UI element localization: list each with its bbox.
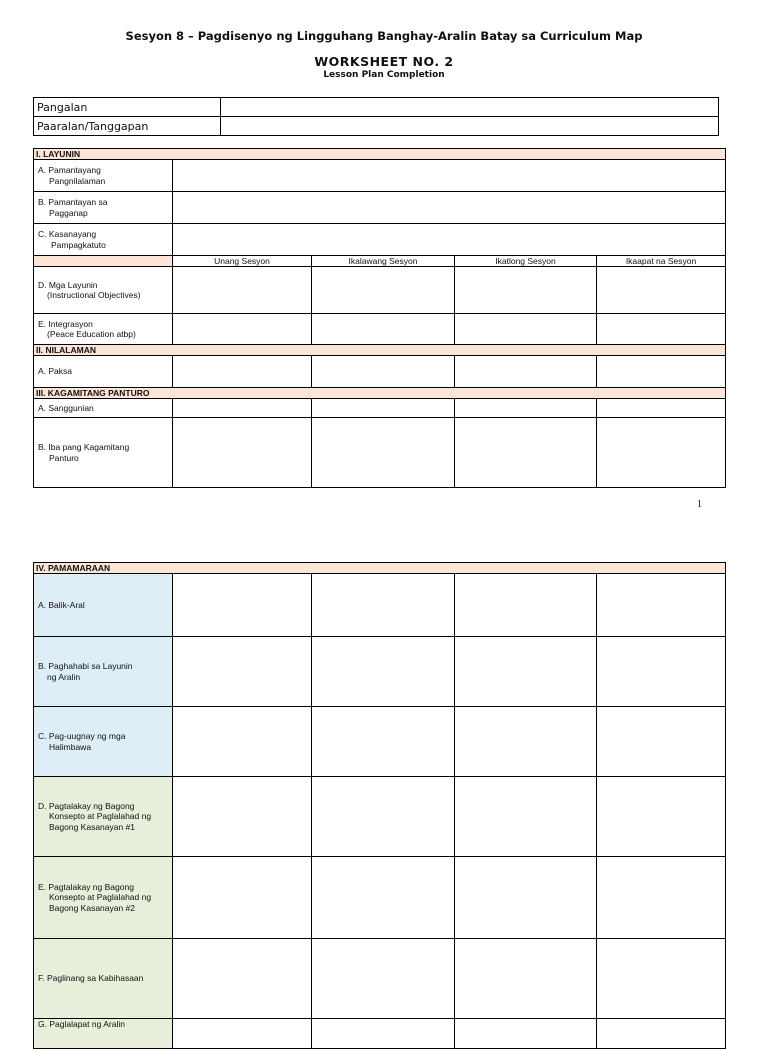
input-cell[interactable] — [455, 314, 597, 345]
header-session-3: Ikatlong Sesyon — [455, 256, 597, 267]
row-label — [34, 637, 173, 707]
row-paglinang — [34, 939, 726, 1019]
row-label-line: B. Pamantayan sa — [38, 197, 108, 207]
row-label-line: Pangnilalaman — [49, 175, 106, 186]
input-cell[interactable] — [597, 939, 726, 1019]
input-cell[interactable] — [597, 857, 726, 939]
row-label — [34, 418, 173, 488]
input-cell[interactable] — [597, 1019, 726, 1049]
input-cell[interactable] — [597, 314, 726, 345]
input-cell[interactable] — [455, 418, 597, 488]
input-cell[interactable] — [312, 1019, 455, 1049]
input-cell[interactable] — [312, 267, 455, 314]
input-cell[interactable] — [173, 314, 312, 345]
row-label-line: Bagong Kasanayan #1 — [49, 821, 136, 832]
row-pagtalakay-1 — [34, 777, 726, 857]
input-cell[interactable] — [173, 637, 312, 707]
input-cell[interactable] — [455, 637, 597, 707]
row-pag-uugnay — [34, 707, 726, 777]
row-label — [34, 224, 173, 256]
row-iba-pang-kagamitang — [34, 418, 726, 488]
row-sanggunian — [34, 399, 726, 418]
input-cell[interactable] — [455, 707, 597, 777]
input-cell[interactable] — [312, 637, 455, 707]
worksheet-subtitle: Lesson Plan Completion — [323, 70, 445, 80]
input-cell[interactable] — [597, 267, 726, 314]
input-cell[interactable] — [455, 1019, 597, 1049]
input-cell[interactable] — [597, 707, 726, 777]
row-label-line: B. Paghahabi sa Layunin — [38, 661, 133, 671]
row-label-line: Konsepto at Paglalahad ng — [49, 892, 152, 903]
info-row-school — [34, 117, 719, 136]
input-cell[interactable] — [312, 399, 455, 418]
session-header-row — [34, 256, 726, 267]
header-session-2: Ikalawang Sesyon — [312, 256, 455, 267]
input-cell[interactable] — [312, 939, 455, 1019]
input-cell[interactable] — [597, 574, 726, 637]
input-cell[interactable] — [312, 356, 455, 388]
name-field[interactable] — [221, 98, 719, 117]
row-label — [34, 777, 173, 857]
row-label-line: B. Iba pang Kagamitang — [38, 442, 130, 452]
row-label-line: Pagganap — [49, 207, 88, 218]
row-label-line: E. Integrasyon — [38, 318, 93, 329]
row-label — [34, 707, 173, 777]
row-label-line: D. Mga Layunin — [38, 279, 98, 290]
row-integrasyon — [34, 314, 726, 345]
input-cell[interactable] — [455, 857, 597, 939]
header-session-4: Ikaapat na Sesyon — [597, 256, 726, 267]
row-pagtalakay-2 — [34, 857, 726, 939]
row-label: A. Paksa — [34, 356, 173, 388]
lesson-plan-table-page-2 — [33, 562, 726, 1049]
page-number: 1 — [697, 499, 702, 510]
input-cell[interactable] — [312, 418, 455, 488]
input-cell[interactable] — [173, 399, 312, 418]
input-cell[interactable] — [173, 574, 312, 637]
input-cell[interactable] — [312, 777, 455, 857]
input-cell[interactable] — [455, 777, 597, 857]
section-kagamitang-panturo: III. KAGAMITANG PANTURO — [34, 388, 726, 399]
input-cell[interactable] — [312, 314, 455, 345]
input-cell[interactable] — [173, 939, 312, 1019]
row-label-line: Panturo — [49, 452, 79, 463]
row-label-line: E. Pagtalakay ng Bagong — [38, 881, 134, 892]
session-title: Sesyon 8 – Pagdisenyo ng Lingguhang Banghay-Aralin Batay sa Curriculum Map — [125, 29, 643, 43]
school-label: Paaralan/Tanggapan — [34, 117, 221, 136]
row-label-line: D. Pagtalakay ng Bagong — [38, 800, 135, 811]
input-cell[interactable] — [597, 399, 726, 418]
row-label-line: Konsepto at Paglalahad ng — [49, 811, 152, 822]
row-label: G. Paglalapat ng Aralin — [34, 1019, 173, 1049]
worksheet-title: WORKSHEET NO. 2 — [314, 54, 454, 69]
row-label-line: Pampagkatuto — [51, 239, 106, 250]
name-label: Pangalan — [34, 98, 221, 117]
input-cell[interactable] — [597, 777, 726, 857]
input-cell[interactable] — [173, 777, 312, 857]
row-kasanayang-pampagkatuto — [34, 224, 726, 256]
row-paksa — [34, 356, 726, 388]
input-cell[interactable] — [597, 418, 726, 488]
school-field[interactable] — [221, 117, 719, 136]
row-label — [34, 192, 173, 224]
header-session-1: Unang Sesyon — [173, 256, 312, 267]
row-label-line: C. Kasanayang — [38, 229, 97, 239]
info-row-name — [34, 98, 719, 117]
input-cell[interactable] — [597, 637, 726, 707]
row-label — [34, 857, 173, 939]
row-label-line: Halimbawa — [49, 741, 92, 752]
row-balik-aral — [34, 574, 726, 637]
info-table — [33, 97, 719, 136]
input-cell[interactable] — [455, 356, 597, 388]
input-cell[interactable] — [455, 267, 597, 314]
row-label-line: C. Pag-uugnay ng mga — [38, 731, 126, 741]
row-label — [34, 314, 173, 345]
lesson-plan-table-page-1 — [33, 148, 726, 488]
row-label: A. Sanggunian — [34, 399, 173, 418]
row-pamantayan-sa-pagganap — [34, 192, 726, 224]
row-mga-layunin — [34, 267, 726, 314]
row-label-line: ng Aralin — [47, 671, 81, 682]
row-paghahabi — [34, 637, 726, 707]
row-label-line: (Instructional Objectives) — [47, 290, 141, 300]
input-cell[interactable] — [455, 574, 597, 637]
header-blank — [34, 256, 173, 267]
row-label-line: Bagong Kasanayan #2 — [49, 902, 136, 913]
row-paglalapat — [34, 1019, 726, 1049]
input-cell[interactable] — [597, 356, 726, 388]
row-pamantayang-pangnilalaman — [34, 160, 726, 192]
input-cell[interactable] — [173, 418, 312, 488]
input-cell[interactable] — [173, 160, 726, 192]
input-cell[interactable] — [455, 399, 597, 418]
input-cell[interactable] — [173, 356, 312, 388]
input-cell[interactable] — [173, 267, 312, 314]
input-cell[interactable] — [173, 707, 312, 777]
input-cell[interactable] — [312, 857, 455, 939]
input-cell[interactable] — [173, 192, 726, 224]
section-nilalaman: II. NILALAMAN — [34, 345, 726, 356]
section-pamamaraan: IV. PAMAMARAAN — [34, 563, 726, 574]
row-label — [34, 160, 173, 192]
row-label-line: A. Pamantayang — [38, 165, 101, 175]
row-label-line: (Peace Education atbp) — [47, 329, 136, 339]
input-cell[interactable] — [173, 224, 726, 256]
input-cell[interactable] — [173, 1019, 312, 1049]
row-label: F. Paglinang sa Kabihasaan — [34, 939, 173, 1019]
row-label — [34, 267, 173, 314]
row-label: A. Balik-Aral — [34, 574, 173, 637]
input-cell[interactable] — [173, 857, 312, 939]
input-cell[interactable] — [312, 574, 455, 637]
section-layunin: I. LAYUNIN — [34, 149, 726, 160]
input-cell[interactable] — [312, 707, 455, 777]
input-cell[interactable] — [455, 939, 597, 1019]
